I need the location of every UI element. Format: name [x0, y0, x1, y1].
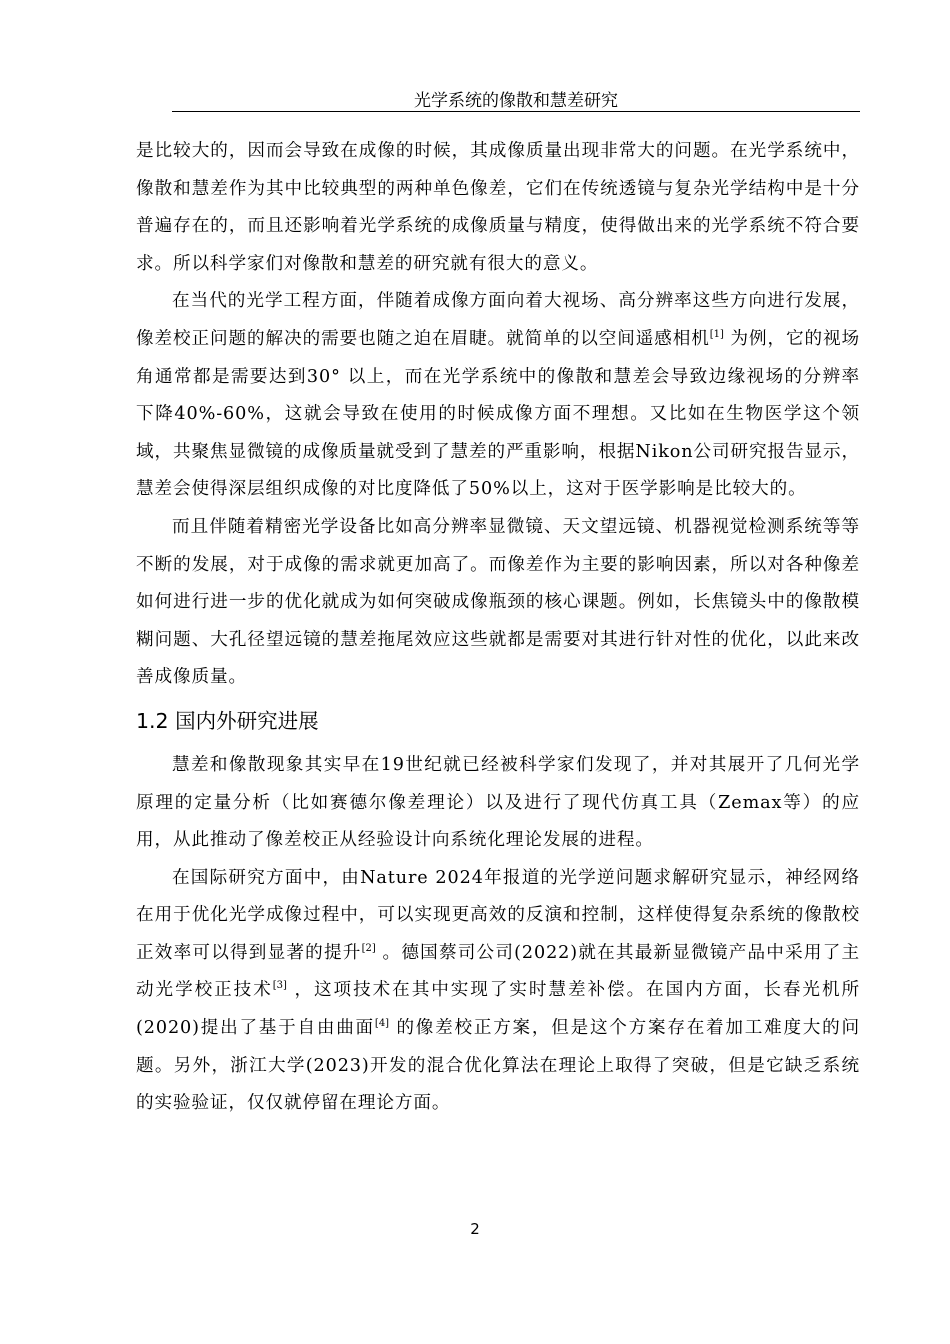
paragraph-2-text-a: 在当代的光学工程方面，伴随着成像方面向着大视场、高分辨率这些方向进行发展，像差校正问题的解决的需要也随之迫在眉睫。就简单的以空间遥感相机 [136, 291, 860, 349]
paragraph-4: 慧差和像散现象其实早在19世纪就已经被科学家们发现了，并对其展开了几何光学原理的定量分析（比如赛德尔像差理论）以及进行了现代仿真工具（Zemax等）的应用，从此推动了像差校正从经验设计向系统化理论发展的进程。 [136, 754, 860, 851]
paragraph-3: 而且伴随着精密光学设备比如高分辨率显微镜、天文望远镜、机器视觉检测系统等等不断的发展，对于成像的需求就更加高了。而像差作为主要的影响因素，所以对各种像差如何进行进一步的优化就成为如何突破成像瓶颈的核心课题。例如，长焦镜头中的像散模糊问题、大孔径望远镜的慧差拖尾效应这些就都是需要对其进行针对性的优化，以此来改善成像质量。 [136, 516, 860, 688]
paragraph-5-text-b: 。德国蔡司公司(2022)就在其最新显微镜产品中采用了主动光学校正技术 [136, 942, 860, 1001]
paragraph-2 [136, 283, 860, 509]
section-heading: 1.2 国内外研究进展 [136, 708, 319, 733]
citation-ref-2: [2] [361, 942, 376, 954]
paragraph-1: 是比较大的，因而会导致在成像的时候，其成像质量出现非常大的问题。在光学系统中，像散和慧差作为其中比较典型的两种单色像差，它们在传统透镜与复杂光学结构中是十分普遍存在的，而且还影响着光学系统的成像质量与精度，使得做出来的光学系统不符合要求。所以科学家们对像散和慧差的研究就有很大的意义。 [136, 141, 860, 274]
citation-ref-3: [3] [272, 980, 287, 992]
page-number: 2 [470, 1220, 480, 1238]
header-rule [172, 111, 860, 112]
paragraph-5-text-c: ，这项技术在其中实现了实时慧差补偿。在国内方面，长春光机所(2020)提出了基于自由曲面 [136, 980, 860, 1039]
paragraph-5-text-d: 的像差校正方案，但是这个方案存在着加工难度大的问题。另外，浙江大学(2023)开发的混合优化算法在理论上取得了突破，但是它缺乏系统的实验验证，仅仅就停留在理论方面。 [136, 1018, 860, 1114]
paragraph-5 [136, 860, 860, 1123]
paragraph-5-text-a: 在国际研究方面中，由Nature 2024年报道的光学逆问题求解研究显示，神经网络在用于优化光学成像过程中，可以实现更高效的反演和控制，这样使得复杂系统的像散校正效率可以得到显著的提升 [136, 867, 860, 963]
citation-ref-1: [1] [709, 328, 724, 340]
body-text [136, 133, 860, 1123]
citation-ref-4: [4] [374, 1018, 390, 1030]
running-header: 光学系统的像散和慧差研究 [414, 91, 618, 111]
paragraph-2-text-b: 为例，它的视场角通常都是需要达到30° 以上，而在光学系统中的像散和慧差会导致边缘视场的分辨率下降40%-60%，这就会导致在使用的时候成像方面不理想。又比如在生物医学这个领域，共聚焦显微镜的成像质量就受到了慧差的严重影响，根据Nikon公司研究报告显示，慧差会使得深层组织成像的对比度降低了50%以上，这对于医学影响是比较大的。 [136, 328, 861, 500]
